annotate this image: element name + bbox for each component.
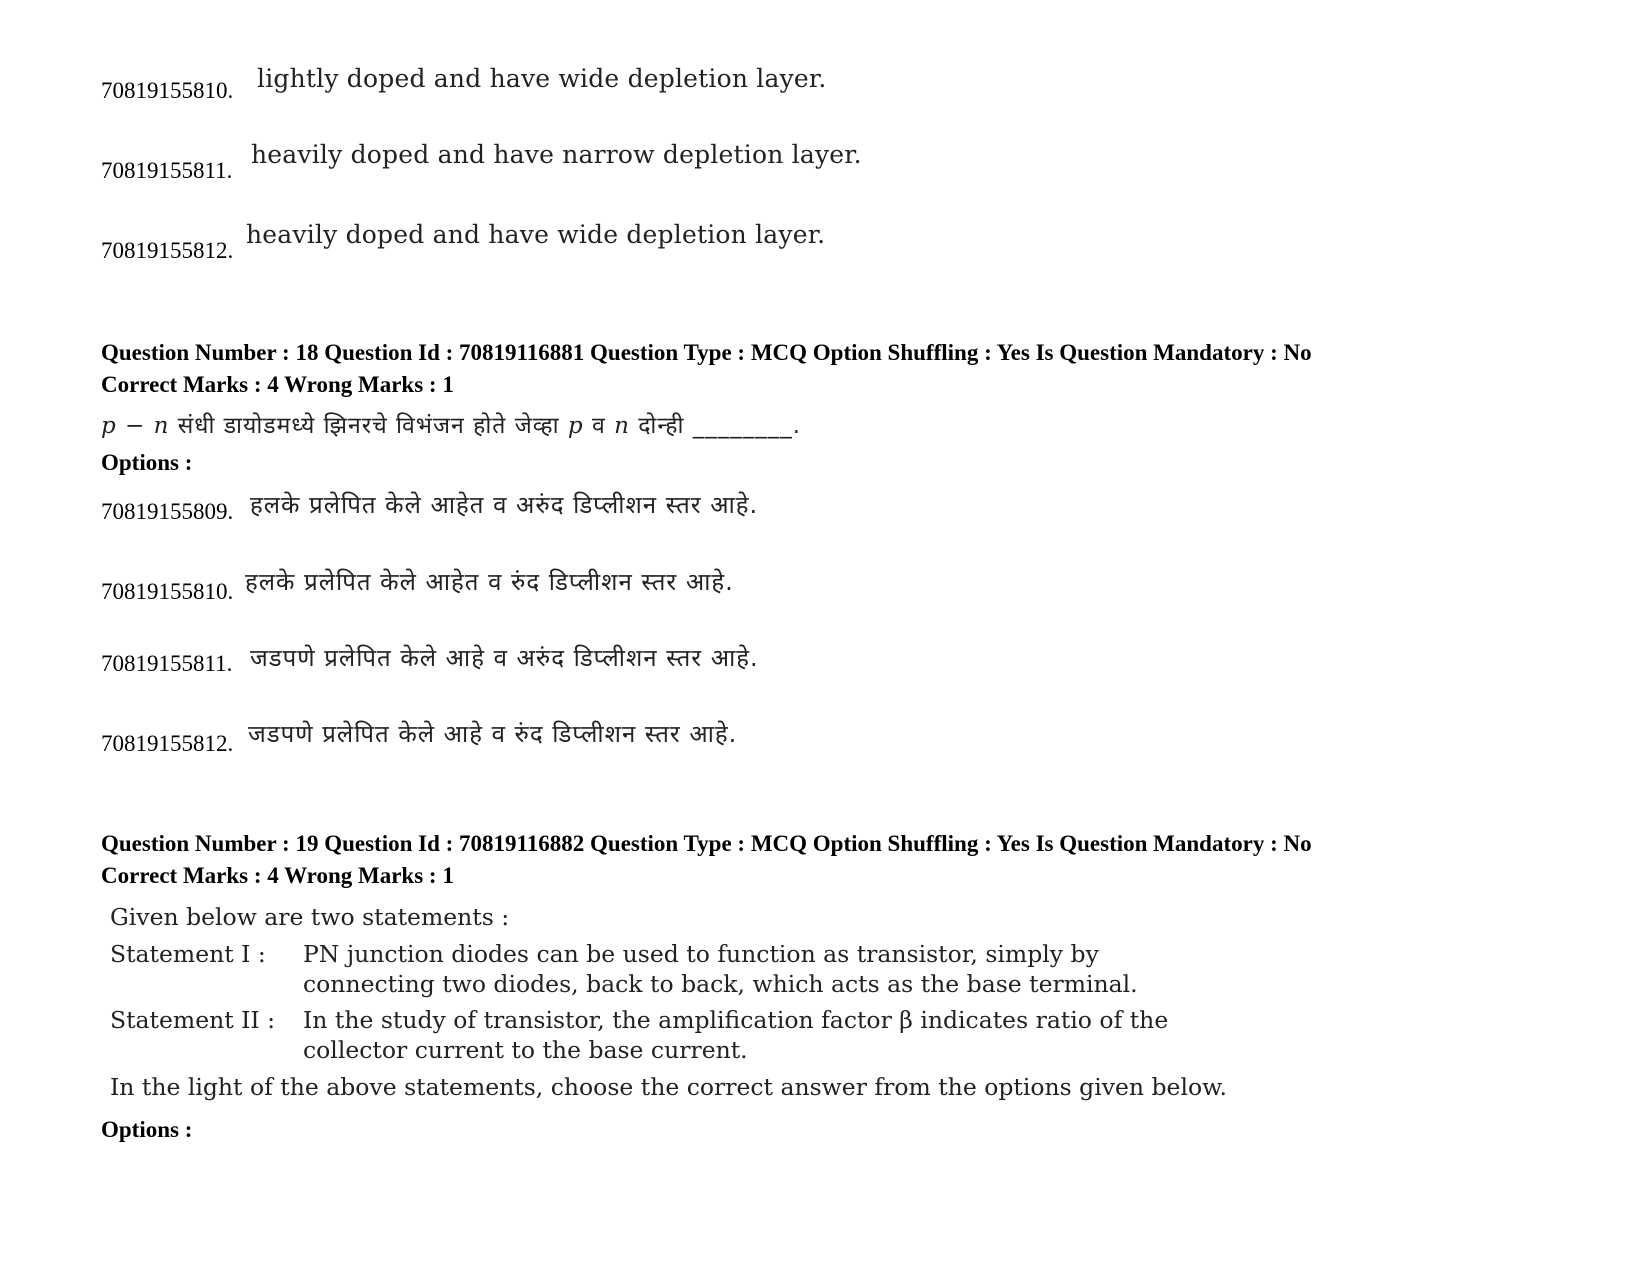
option-text: हलके प्रलेपित केले आहेत व रुंद डिप्लीशन स्तर आहे. — [245, 568, 734, 596]
question-header: Question Number : 19 Question Id : 70819116882 Question Type : MCQ Option Shuffling : Yes Is Question Mandatory : No — [101, 831, 1312, 856]
option-id: 70819155812. — [101, 731, 234, 756]
stem-n: n — [614, 413, 630, 439]
stem-blank: ________. — [692, 413, 802, 439]
option-id: 70819155812. — [101, 238, 234, 263]
option-id: 70819155810. — [101, 579, 234, 604]
option-text: जडपणे प्रलेपित केले आहे व अरुंद डिप्लीशन स्तर आहे. — [250, 644, 759, 672]
statement-line: connecting two diodes, back to back, which acts as the base terminal. — [303, 970, 1138, 998]
statement-label: Statement I : — [110, 940, 266, 968]
statement-line: PN junction diodes can be used to function as transistor, simply by — [303, 940, 1099, 968]
stem-va: व — [591, 413, 606, 439]
option-text: lightly doped and have wide depletion layer. — [257, 64, 827, 93]
stem-pn: p − n — [101, 413, 170, 439]
question-stem — [101, 408, 801, 440]
statements-intro: Given below are two statements : — [110, 903, 510, 931]
option-id: 70819155810. — [101, 78, 234, 103]
question-marks: Correct Marks : 4 Wrong Marks : 1 — [101, 863, 454, 888]
option-id: 70819155811. — [101, 651, 233, 676]
option-id: 70819155809. — [101, 499, 234, 524]
statements-closing: In the light of the above statements, choose the correct answer from the options given below. — [110, 1073, 1227, 1101]
statement-line: In the study of transistor, the amplification factor β indicates ratio of the — [303, 1006, 1169, 1034]
question-header: Question Number : 18 Question Id : 70819116881 Question Type : MCQ Option Shuffling : Yes Is Question Mandatory : No — [101, 340, 1312, 365]
question-marks: Correct Marks : 4 Wrong Marks : 1 — [101, 372, 454, 397]
statement-line: collector current to the base current. — [303, 1036, 748, 1064]
option-id: 70819155811. — [101, 158, 233, 183]
option-text: हलके प्रलेपित केले आहेत व अरुंद डिप्लीशन स्तर आहे. — [250, 491, 759, 519]
statement-label: Statement II : — [110, 1006, 276, 1034]
stem-part1: संधी डायोडमध्ये झिनरचे विभंजन होते जेव्हा — [177, 413, 560, 439]
stem-part2: दोन्ही — [638, 413, 685, 439]
options-label: Options : — [101, 1117, 193, 1142]
options-label: Options : — [101, 450, 193, 475]
stem-p: p — [567, 413, 584, 439]
option-text: जडपणे प्रलेपित केले आहे व रुंद डिप्लीशन स्तर आहे. — [248, 720, 738, 748]
option-text: heavily doped and have narrow depletion layer. — [251, 140, 862, 169]
option-text: heavily doped and have wide depletion layer. — [246, 220, 826, 249]
